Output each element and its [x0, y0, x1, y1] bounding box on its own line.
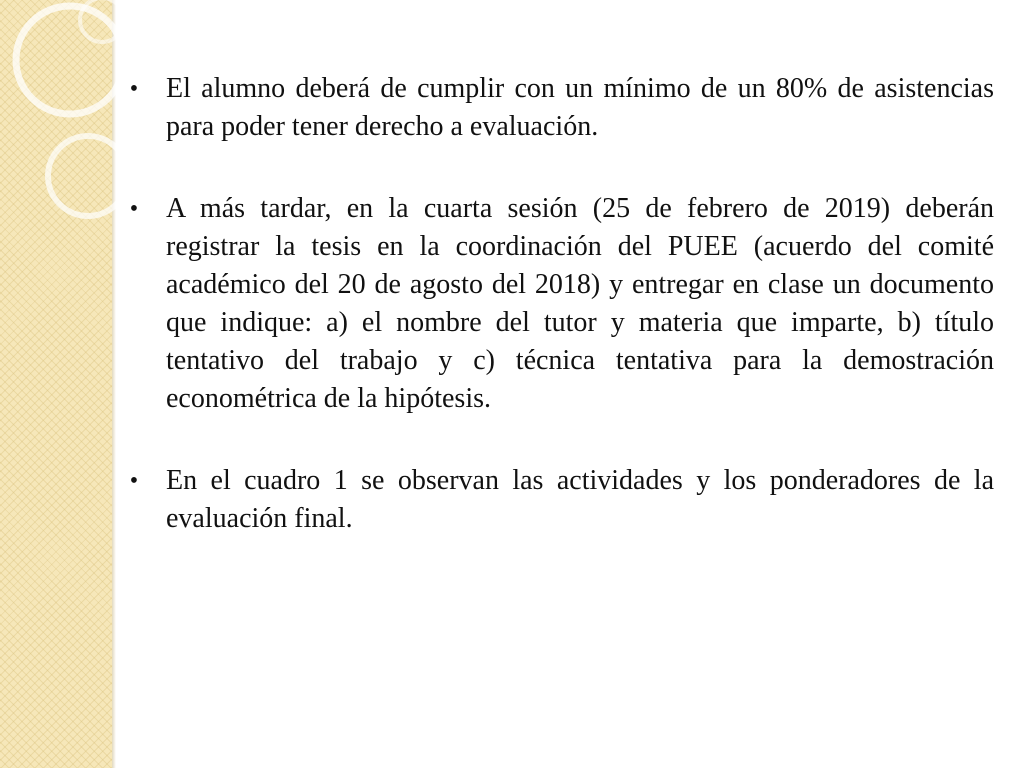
bullet-marker: •: [129, 76, 139, 102]
bullet-item-thesis-registration: [122, 190, 994, 418]
decorative-ring-large: [16, 6, 124, 114]
bullet-item-attendance: [122, 70, 994, 146]
bullet-text: En el cuadro 1 se observan las actividades y los ponderadores de la evaluación final.: [166, 465, 994, 534]
bullet-text: A más tardar, en la cuarta sesión (25 de febrero de 2019) deberán registrar la tesis en la coordinación del PUEE (acuerdo del comité académico del 20 de agosto del 2018) y entregar en clase un documento que indique: a) el nombre del tutor y materia que imparte, b) título tentativo del trabajo y c) técnica tentativa para la demostración econométrica de la hipótesis.: [166, 193, 994, 414]
bullet-text: El alumno deberá de cumplir con un mínimo de un 80% de asistencias para poder tener derecho a evaluación.: [166, 73, 994, 142]
slide-content: [122, 70, 994, 582]
decorative-ring-small: [48, 136, 128, 216]
bullet-marker: •: [129, 196, 139, 222]
bullet-item-evaluation-table: [122, 462, 994, 538]
bullet-list: [122, 70, 994, 538]
bullet-marker: •: [129, 468, 139, 494]
decorative-ring-tiny: [80, 0, 124, 42]
decorative-rings: [0, 0, 140, 260]
